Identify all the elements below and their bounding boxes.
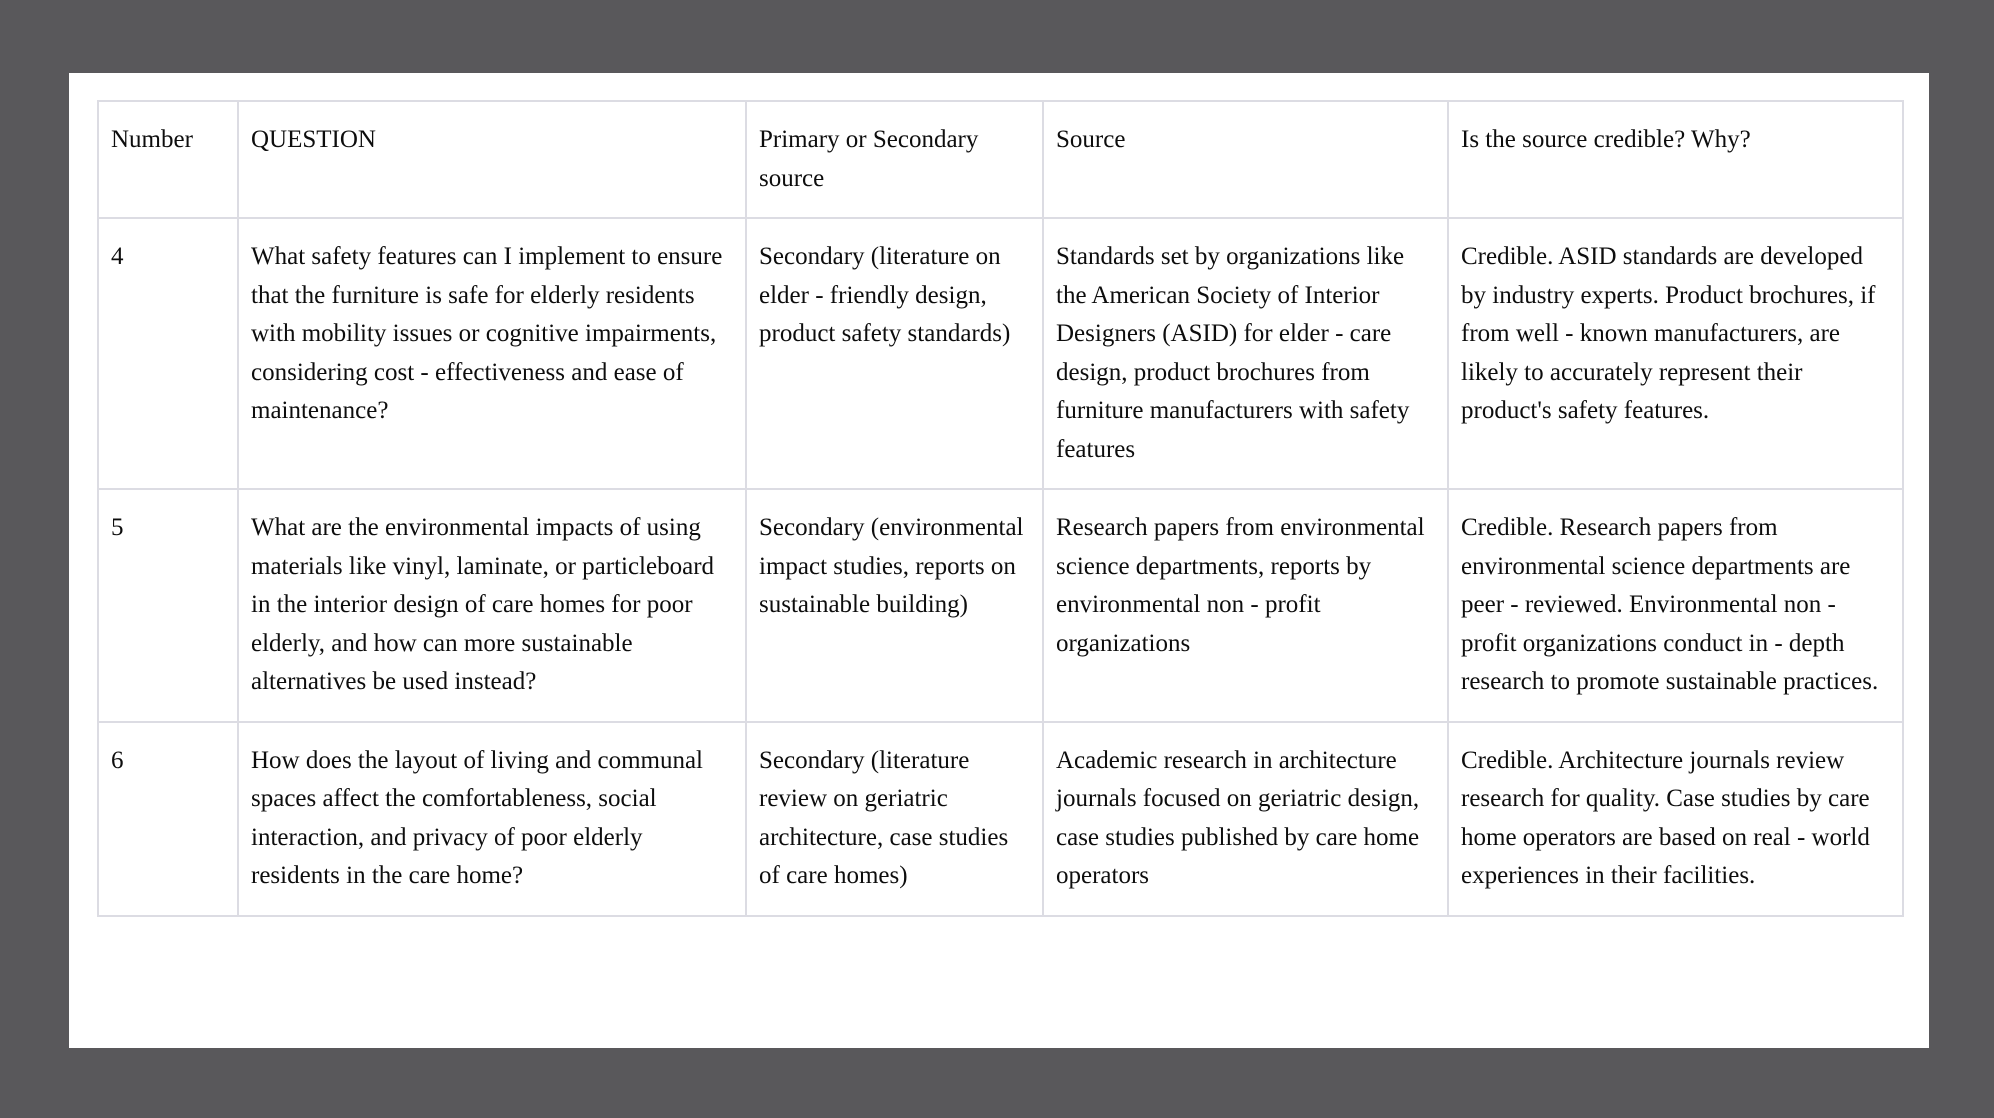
cell-source: Academic research in architecture journals focused on geriatric design, case studies published by care home operators [1043,722,1448,916]
document-page [69,73,1929,1048]
research-questions-table [97,100,1904,917]
cell-source-type: Secondary (environmental impact studies, reports on sustainable building) [746,489,1043,722]
cell-question: How does the layout of living and communal spaces affect the comfortableness, social interaction, and privacy of poor elderly residents in the care home? [238,722,746,916]
cell-number: 4 [98,218,238,489]
cell-number: 5 [98,489,238,722]
table-row [98,218,1903,489]
cell-number: 6 [98,722,238,916]
table-row [98,722,1903,916]
table-row [98,489,1903,722]
column-header-source-type: Primary or Secondary source [746,101,1043,218]
column-header-credibility: Is the source credible? Why? [1448,101,1903,218]
cell-question: What safety features can I implement to ensure that the furniture is safe for elderly residents with mobility issues or cognitive impairments, considering cost - effectiveness and ease of maintenance? [238,218,746,489]
column-header-source: Source [1043,101,1448,218]
cell-credibility: Credible. ASID standards are developed by industry experts. Product brochures, if from well - known manufacturers, are likely to accurately represent their product's safety features. [1448,218,1903,489]
cell-question: What are the environmental impacts of using materials like vinyl, laminate, or particleboard in the interior design of care homes for poor elderly, and how can more sustainable alternatives be used instead? [238,489,746,722]
cell-source-type: Secondary (literature on elder - friendly design, product safety standards) [746,218,1043,489]
table-header-row [98,101,1903,218]
cell-credibility: Credible. Architecture journals review research for quality. Case studies by care home operators are based on real - world experiences in their facilities. [1448,722,1903,916]
cell-source: Standards set by organizations like the American Society of Interior Designers (ASID) for elder - care design, product brochures from furniture manufacturers with safety features [1043,218,1448,489]
column-header-number: Number [98,101,238,218]
cell-credibility: Credible. Research papers from environmental science departments are peer - reviewed. Environmental non - profit organizations conduct in - depth research to promote sustainable practices. [1448,489,1903,722]
cell-source-type: Secondary (literature review on geriatric architecture, case studies of care homes) [746,722,1043,916]
cell-source: Research papers from environmental science departments, reports by environmental non - profit organizations [1043,489,1448,722]
column-header-question: QUESTION [238,101,746,218]
